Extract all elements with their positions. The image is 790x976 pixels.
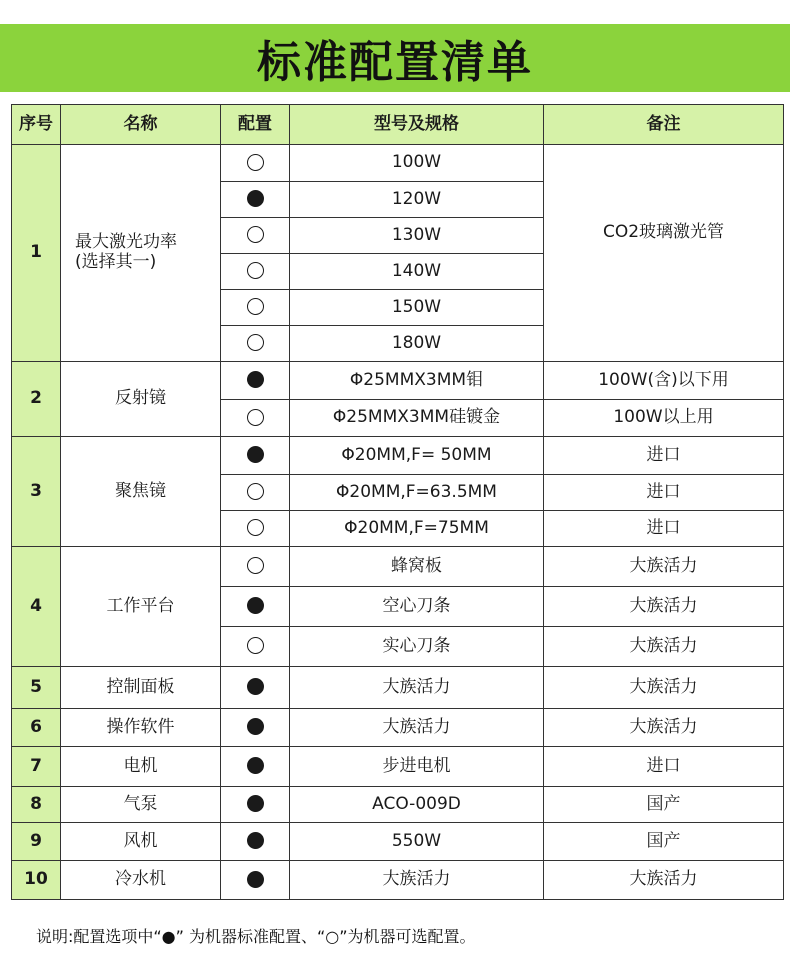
config-cell [221,437,290,475]
config-cell [221,326,290,362]
optional-config-circle-icon [247,154,264,171]
row-index: 7 [12,747,61,787]
standard-config-dot-icon [247,678,264,695]
model-spec: 180W [290,326,544,362]
header-model: 型号及规格 [290,105,544,145]
note-cell: CO2玻璃激光管 [544,145,784,362]
model-spec: 140W [290,254,544,290]
item-name: 最大激光功率 (选择其一) [61,145,221,362]
optional-config-circle-icon [247,226,264,243]
row-index: 4 [12,547,61,667]
footnote: 说明:配置选项中“●” 为机器标准配置、“○”为机器可选配置。 [36,927,476,946]
standard-config-dot-icon [247,757,264,774]
optional-config-circle-icon [247,557,264,574]
item-name: 冷水机 [61,861,221,900]
config-cell [221,218,290,254]
config-cell [221,290,290,326]
row-index: 9 [12,823,61,861]
item-name: 风机 [61,823,221,861]
config-cell [221,145,290,182]
model-spec: 120W [290,182,544,218]
row-index: 3 [12,437,61,547]
model-spec: Φ20MM,F=63.5MM [290,475,544,511]
config-cell [221,709,290,747]
config-cell [221,823,290,861]
item-name: 电机 [61,747,221,787]
config-cell [221,362,290,400]
table-header-row [12,105,784,145]
config-cell [221,861,290,900]
config-cell [221,254,290,290]
standard-config-dot-icon [247,190,264,207]
table-row [12,861,784,900]
model-spec: 大族活力 [290,861,544,900]
config-cell [221,475,290,511]
model-spec: 步进电机 [290,747,544,787]
table-row [12,362,784,400]
row-index: 2 [12,362,61,437]
item-name: 气泵 [61,787,221,823]
model-spec: 130W [290,218,544,254]
table-row [12,145,784,182]
model-spec: 100W [290,145,544,182]
note-cell: 大族活力 [544,667,784,709]
standard-config-dot-icon [247,371,264,388]
table-row [12,747,784,787]
note-cell: 大族活力 [544,861,784,900]
page-title: 标准配置清单 [257,37,533,88]
model-spec: 大族活力 [290,667,544,709]
config-table [11,104,784,900]
table-row [12,547,784,587]
item-name: 聚焦镜 [61,437,221,547]
table-row [12,787,784,823]
model-spec: 150W [290,290,544,326]
note-cell: 大族活力 [544,627,784,667]
config-cell [221,667,290,709]
optional-config-circle-icon [247,637,264,654]
row-index: 5 [12,667,61,709]
model-spec: Φ20MM,F=75MM [290,511,544,547]
config-cell [221,787,290,823]
note-cell: 100W以上用 [544,400,784,437]
standard-config-dot-icon [247,446,264,463]
model-spec: Φ25MMX3MM钼 [290,362,544,400]
note-cell: 进口 [544,437,784,475]
header-index: 序号 [12,105,61,145]
item-name: 反射镜 [61,362,221,437]
standard-config-dot-icon [247,795,264,812]
config-cell [221,511,290,547]
model-spec: 550W [290,823,544,861]
model-spec: 实心刀条 [290,627,544,667]
standard-config-dot-icon [247,871,264,888]
note-cell: 国产 [544,823,784,861]
table-body [12,145,784,900]
table-row [12,667,784,709]
standard-config-dot-icon [247,718,264,735]
model-spec: 空心刀条 [290,587,544,627]
note-cell: 国产 [544,787,784,823]
note-cell: 大族活力 [544,547,784,587]
header-note: 备注 [544,105,784,145]
note-cell: 大族活力 [544,587,784,627]
optional-config-circle-icon [247,334,264,351]
config-cell [221,587,290,627]
table-row [12,709,784,747]
item-name: 操作软件 [61,709,221,747]
optional-config-circle-icon [247,298,264,315]
header-name: 名称 [61,105,221,145]
model-spec: 蜂窝板 [290,547,544,587]
title-banner [0,24,790,92]
item-name: 工作平台 [61,547,221,667]
row-index: 1 [12,145,61,362]
model-spec: ACO-009D [290,787,544,823]
optional-config-circle-icon [247,409,264,426]
model-spec: Φ25MMX3MM硅镀金 [290,400,544,437]
item-name: 控制面板 [61,667,221,709]
standard-config-dot-icon [247,832,264,849]
note-cell: 进口 [544,475,784,511]
config-cell [221,747,290,787]
note-cell: 进口 [544,511,784,547]
header-config: 配置 [221,105,290,145]
optional-config-circle-icon [247,483,264,500]
note-cell: 进口 [544,747,784,787]
note-cell: 大族活力 [544,709,784,747]
standard-config-dot-icon [247,597,264,614]
row-index: 6 [12,709,61,747]
row-index: 8 [12,787,61,823]
table-row [12,437,784,475]
note-cell: 100W(含)以下用 [544,362,784,400]
optional-config-circle-icon [247,262,264,279]
model-spec: Φ20MM,F= 50MM [290,437,544,475]
config-cell [221,627,290,667]
config-cell [221,182,290,218]
config-cell [221,400,290,437]
model-spec: 大族活力 [290,709,544,747]
table-row [12,823,784,861]
row-index: 10 [12,861,61,900]
optional-config-circle-icon [247,519,264,536]
config-cell [221,547,290,587]
